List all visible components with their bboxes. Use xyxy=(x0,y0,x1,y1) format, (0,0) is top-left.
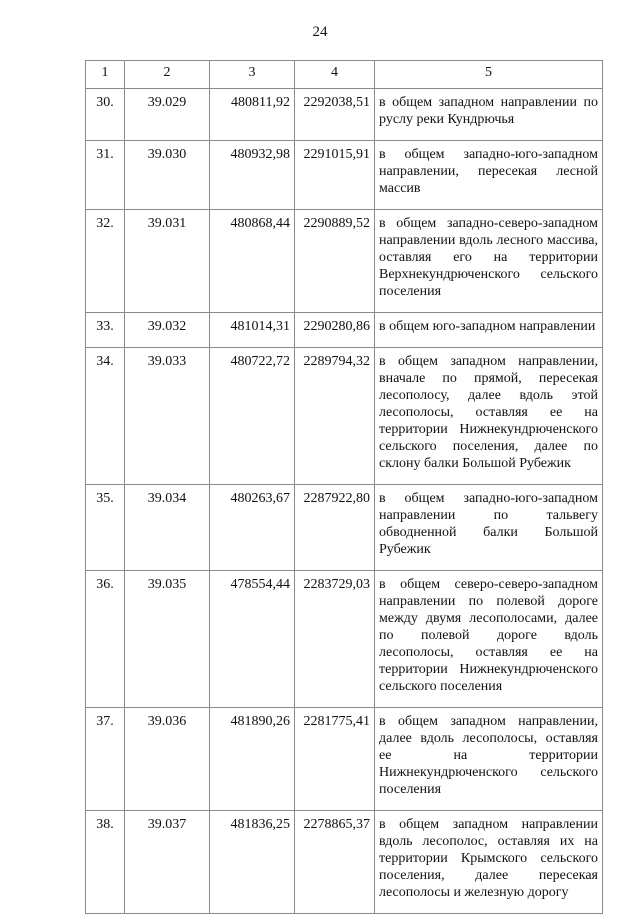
point-id: 39.033 xyxy=(125,348,210,485)
point-id: 39.034 xyxy=(125,485,210,571)
point-id: 39.031 xyxy=(125,210,210,313)
table-row xyxy=(86,811,603,914)
table-row xyxy=(86,708,603,811)
table-row xyxy=(86,485,603,571)
boundary-description: в общем западном направлении вдоль лесополос, оставляя их на территории Крымского сельского поселения, далее пересекая лесополосы и железную дорогу xyxy=(375,811,603,914)
coordinate-y: 2278865,37 xyxy=(295,811,375,914)
point-id: 39.035 xyxy=(125,571,210,708)
coordinate-x: 481836,25 xyxy=(210,811,295,914)
table-row xyxy=(86,210,603,313)
row-number: 35. xyxy=(86,485,125,571)
boundary-description: в общем западно-северо-западном направлении вдоль лесного массива, оставляя его на территории Верхнекундрюченского сельского поселения xyxy=(375,210,603,313)
row-number: 31. xyxy=(86,141,125,210)
point-id: 39.037 xyxy=(125,811,210,914)
coordinate-y: 2290280,86 xyxy=(295,313,375,348)
coordinate-y: 2291015,91 xyxy=(295,141,375,210)
table-row xyxy=(86,348,603,485)
point-id: 39.029 xyxy=(125,89,210,141)
column-header: 5 xyxy=(375,61,603,89)
coordinate-y: 2290889,52 xyxy=(295,210,375,313)
coordinate-x: 480811,92 xyxy=(210,89,295,141)
coordinate-x: 478554,44 xyxy=(210,571,295,708)
row-number: 38. xyxy=(86,811,125,914)
boundary-description: в общем северо-северо-западном направлении по полевой дороге между двумя лесополосами, далее по полевой дороге вдоль лесополосы, оставляя ее на территории Нижнекундрюченского сельского поселения xyxy=(375,571,603,708)
boundary-description: в общем юго-западном направлении xyxy=(375,313,603,348)
column-header: 3 xyxy=(210,61,295,89)
row-number: 36. xyxy=(86,571,125,708)
coordinate-x: 481890,26 xyxy=(210,708,295,811)
boundary-description: в общем западном направлении, далее вдоль лесополосы, оставляя ее на территории Нижнекундрюченского сельского поселения xyxy=(375,708,603,811)
coordinate-x: 480263,67 xyxy=(210,485,295,571)
coordinate-x: 480932,98 xyxy=(210,141,295,210)
row-number: 30. xyxy=(86,89,125,141)
column-header: 1 xyxy=(86,61,125,89)
column-header: 2 xyxy=(125,61,210,89)
table-row xyxy=(86,89,603,141)
coordinate-y: 2287922,80 xyxy=(295,485,375,571)
table-header-row xyxy=(86,61,603,89)
row-number: 32. xyxy=(86,210,125,313)
page-number: 24 xyxy=(312,24,328,40)
coordinate-x: 481014,31 xyxy=(210,313,295,348)
coordinate-y: 2283729,03 xyxy=(295,571,375,708)
boundary-description: в общем западном направлении, вначале по прямой, пересекая лесополосу, далее вдоль этой лесополосы, оставляя ее на территории Нижнекундрюченского сельского поселения, далее по склону балки Большой Рубежик xyxy=(375,348,603,485)
boundary-points-table xyxy=(85,60,603,914)
coordinate-y: 2281775,41 xyxy=(295,708,375,811)
boundary-description: в общем западно-юго-западном направлении, пересекая лесной массив xyxy=(375,141,603,210)
table-row xyxy=(86,313,603,348)
column-header: 4 xyxy=(295,61,375,89)
coordinate-y: 2292038,51 xyxy=(295,89,375,141)
row-number: 37. xyxy=(86,708,125,811)
point-id: 39.032 xyxy=(125,313,210,348)
table-row xyxy=(86,141,603,210)
coordinate-x: 480722,72 xyxy=(210,348,295,485)
point-id: 39.030 xyxy=(125,141,210,210)
row-number: 33. xyxy=(86,313,125,348)
boundary-description: в общем западно-юго-западном направлении по тальвегу обводненной балки Большой Рубежик xyxy=(375,485,603,571)
coordinate-x: 480868,44 xyxy=(210,210,295,313)
row-number: 34. xyxy=(86,348,125,485)
coordinate-y: 2289794,32 xyxy=(295,348,375,485)
boundary-description: в общем западном направлении по руслу реки Кундрючья xyxy=(375,89,603,141)
table-row xyxy=(86,571,603,708)
point-id: 39.036 xyxy=(125,708,210,811)
